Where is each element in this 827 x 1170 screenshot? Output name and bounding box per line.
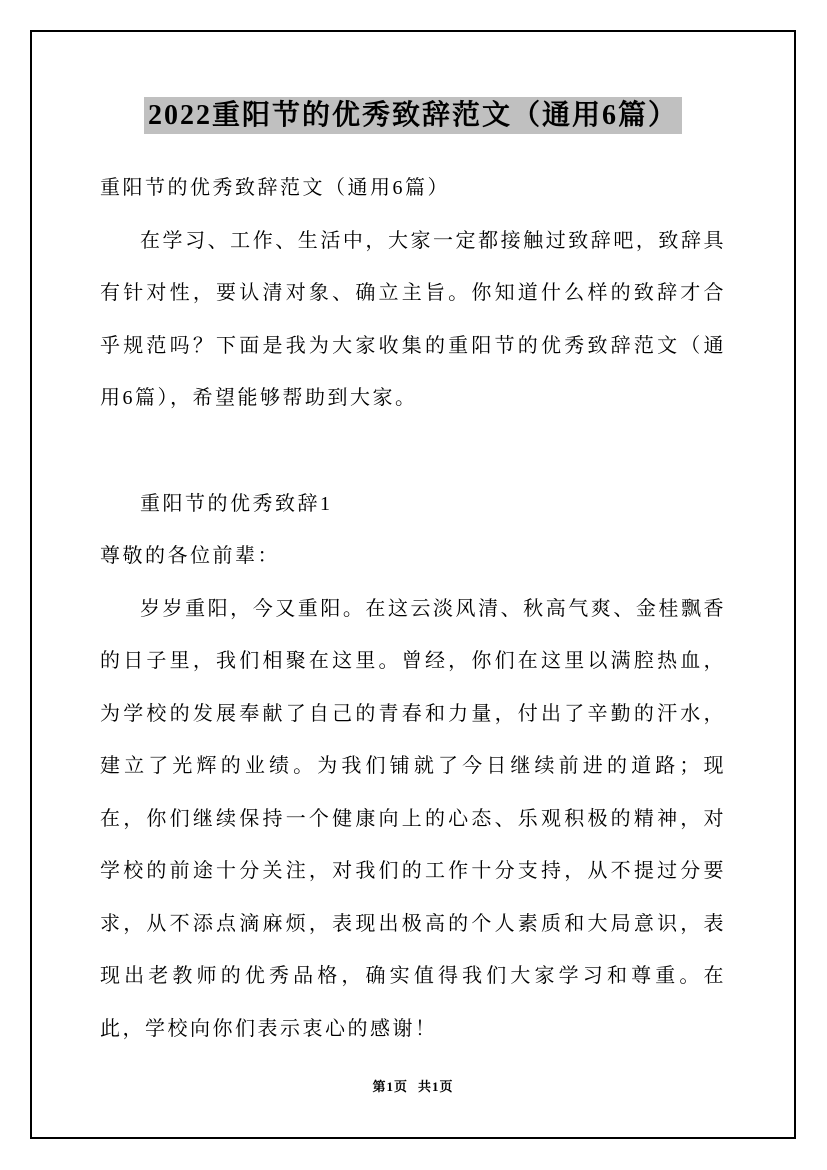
paragraph-intro-heading: 重阳节的优秀致辞范文（通用6篇）	[100, 177, 450, 199]
paragraph-speech-body: 岁岁重阳，今又重阳。在这云淡风清、秋高气爽、金桂飘香的日子里，我们相聚在这里。曾经，你们在这里以满腔热血，为学校的发展奉献了自己的青春和力量，付出了辛勤的汗水，建立了光辉的业绩。为我们铺就了今日继续前进的道路；现在，你们继续保持一个健康向上的心态、乐观积极的精神，对学校的前途十分关注，对我们的工作十分支持，从不提过分要求，从不添点滴麻烦，表现出极高的个人素质和大局意识，表现出老教师的优秀品格，确实值得我们大家学习和尊重。在此，学校向你们表示衷心的感谢！	[100, 597, 726, 1040]
paragraph-intro: 在学习、工作、生活中，大家一定都接触过致辞吧，致辞具有针对性，要认清对象、确立主旨。你知道什么样的致辞才合乎规范吗？下面是我为大家收集的重阳节的优秀致辞范文（通用6篇），希望能够帮助到大家。	[100, 229, 726, 409]
blank-line	[100, 425, 726, 478]
footer-total-pages: 共1页	[418, 1079, 454, 1094]
paragraph-salutation: 尊敬的各位前辈：	[100, 545, 280, 567]
document-body	[100, 162, 726, 1055]
title-highlight: 2022重阳节的优秀致辞范文（通用6篇）	[144, 97, 682, 134]
paragraph-section-heading: 重阳节的优秀致辞1	[140, 492, 333, 515]
document-title	[100, 96, 726, 136]
footer-page-number: 第1页	[372, 1079, 408, 1094]
document-page	[30, 30, 796, 1139]
page-footer	[32, 1076, 794, 1095]
